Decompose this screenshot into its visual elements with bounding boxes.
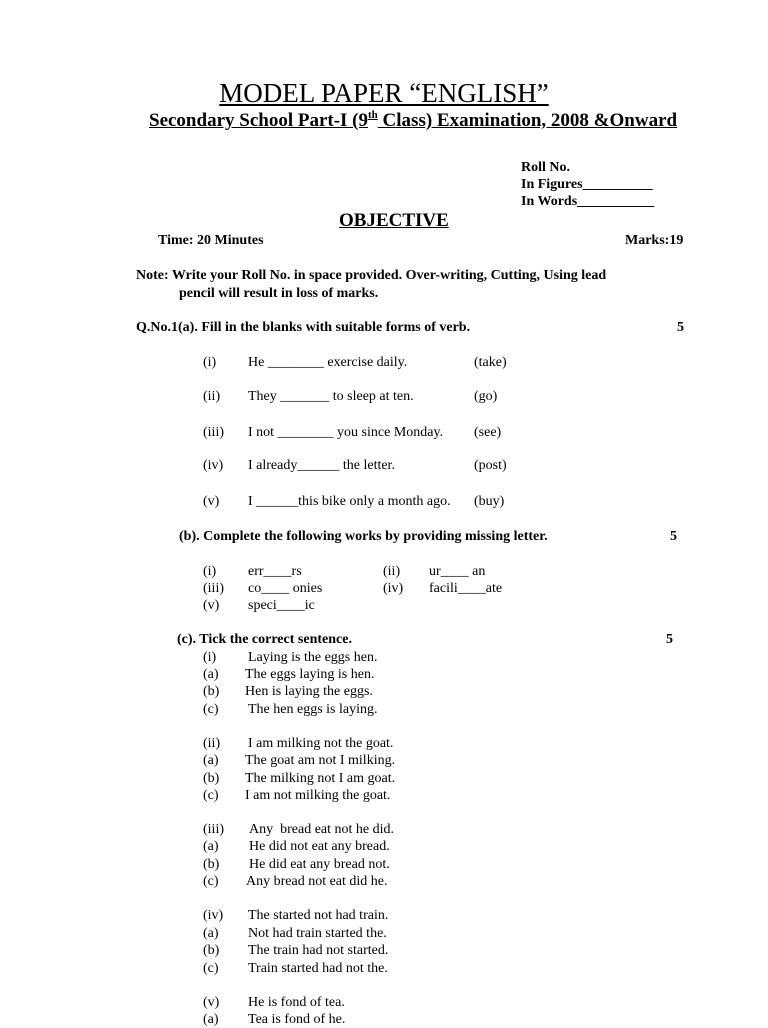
q1c-line-text: Tea is fond of he.: [248, 1012, 346, 1027]
q1a-item-num: (i): [203, 355, 217, 370]
q1c-line-text: The hen eggs is laying.: [248, 702, 378, 717]
in-figures-field: In Figures__________: [521, 177, 653, 192]
q1c-line-num: (b): [203, 684, 220, 699]
q1c-line-text: Not had train started the.: [248, 926, 387, 941]
q1a-item-verb: (go): [474, 389, 498, 404]
q1a-item-verb: (take): [474, 355, 507, 370]
q1c-line-num: (c): [203, 874, 219, 889]
q1c-line-num: (c): [203, 961, 219, 976]
q1c-line-num: (ii): [203, 736, 221, 751]
q1a-item-num: (v): [203, 494, 220, 509]
q1a-item-verb: (post): [474, 458, 507, 473]
q1a-heading: Q.No.1(a). Fill in the blanks with suitable forms of verb.: [136, 320, 471, 335]
q1c-line-num: (b): [203, 771, 220, 786]
q1b-item-text: co____ onies: [248, 581, 323, 596]
subtitle-superscript: th: [368, 109, 378, 121]
q1c-line-num: (c): [203, 702, 219, 717]
q1b-item-text: facili____ate: [429, 581, 503, 596]
q1c-line-text: The milking not I am goat.: [245, 771, 396, 786]
q1c-line-text: He did eat any bread not.: [249, 857, 390, 872]
q1c-line-text: I am not milking the goat.: [245, 788, 391, 803]
q1a-item-num: (ii): [203, 389, 221, 404]
q1a-item-text: I not ________ you since Monday.: [248, 425, 444, 440]
q1b-marks: 5: [670, 529, 677, 544]
q1b-item-text: speci____ic: [248, 598, 315, 613]
q1c-line-num: (iii): [203, 822, 224, 837]
q1b-item-num: (i): [203, 564, 217, 579]
in-words-field: In Words___________: [521, 194, 655, 209]
q1b-item-num: (iv): [383, 581, 404, 596]
q1c-heading: (c). Tick the correct sentence.: [177, 632, 352, 647]
q1b-item-num: (ii): [383, 564, 401, 579]
q1a-marks: 5: [677, 320, 684, 335]
q1c-line-num: (a): [203, 667, 219, 682]
time-label: Time: 20 Minutes: [158, 233, 264, 248]
q1a-item-text: I already______ the letter.: [248, 458, 395, 473]
q1c-line-num: (iv): [203, 908, 224, 923]
paper-subtitle: [149, 109, 677, 132]
q1c-line-text: Laying is the eggs hen.: [248, 650, 378, 665]
q1c-line-text: Train started had not the.: [248, 961, 388, 976]
q1c-line-text: Any bread eat not he did.: [249, 822, 395, 837]
q1c-line-num: (c): [203, 788, 219, 803]
q1c-line-text: The goat am not I milking.: [245, 753, 396, 768]
note-line-2: pencil will result in loss of marks.: [179, 286, 379, 301]
q1c-line-num: (a): [203, 839, 219, 854]
roll-no-label: Roll No.: [521, 160, 570, 175]
q1c-line-num: (b): [203, 857, 220, 872]
q1c-line-text: The train had not started.: [248, 943, 389, 958]
q1a-item-num: (iv): [203, 458, 224, 473]
q1c-line-text: The started not had train.: [248, 908, 389, 923]
note-line-1: Note: Write your Roll No. in space provided. Over-writing, Cutting, Using lead: [136, 268, 607, 283]
q1c-line-num: (a): [203, 926, 219, 941]
q1a-item-num: (iii): [203, 425, 224, 440]
q1c-line-text: I am milking not the goat.: [248, 736, 394, 751]
q1c-line-text: He did not eat any bread.: [249, 839, 390, 854]
q1c-line-num: (b): [203, 943, 220, 958]
q1c-marks: 5: [666, 632, 673, 647]
q1c-line-text: The eggs laying is hen.: [245, 667, 375, 682]
q1c-line-text: Hen is laying the eggs.: [245, 684, 373, 699]
marks-label: Marks:19: [625, 233, 684, 248]
q1c-line-num: (a): [203, 753, 219, 768]
q1b-item-text: ur____ an: [429, 564, 486, 579]
q1a-item-text: They _______ to sleep at ten.: [248, 389, 414, 404]
q1b-item-num: (v): [203, 598, 220, 613]
q1a-item-verb: (buy): [474, 494, 505, 509]
subtitle-text-pre: Secondary School Part-I (9: [149, 110, 369, 131]
q1c-line-text: Any bread not eat did he.: [246, 874, 388, 889]
q1c-line-text: He is fond of tea.: [248, 995, 345, 1010]
section-title: OBJECTIVE: [339, 210, 449, 231]
q1a-item-verb: (see): [474, 425, 502, 440]
q1a-item-text: I ______this bike only a month ago.: [248, 494, 451, 509]
q1b-heading: (b). Complete the following works by providing missing letter.: [179, 529, 548, 544]
q1b-item-text: err____rs: [248, 564, 302, 579]
q1c-line-num: (a): [203, 1012, 219, 1027]
q1a-item-text: He ________ exercise daily.: [248, 355, 408, 370]
q1c-line-num: (i): [203, 650, 217, 665]
q1b-item-num: (iii): [203, 581, 224, 596]
q1c-line-num: (v): [203, 995, 220, 1010]
paper-title: MODEL PAPER “ENGLISH”: [219, 78, 549, 108]
subtitle-text-post: Class) Examination, 2008 &Onward: [377, 110, 678, 131]
